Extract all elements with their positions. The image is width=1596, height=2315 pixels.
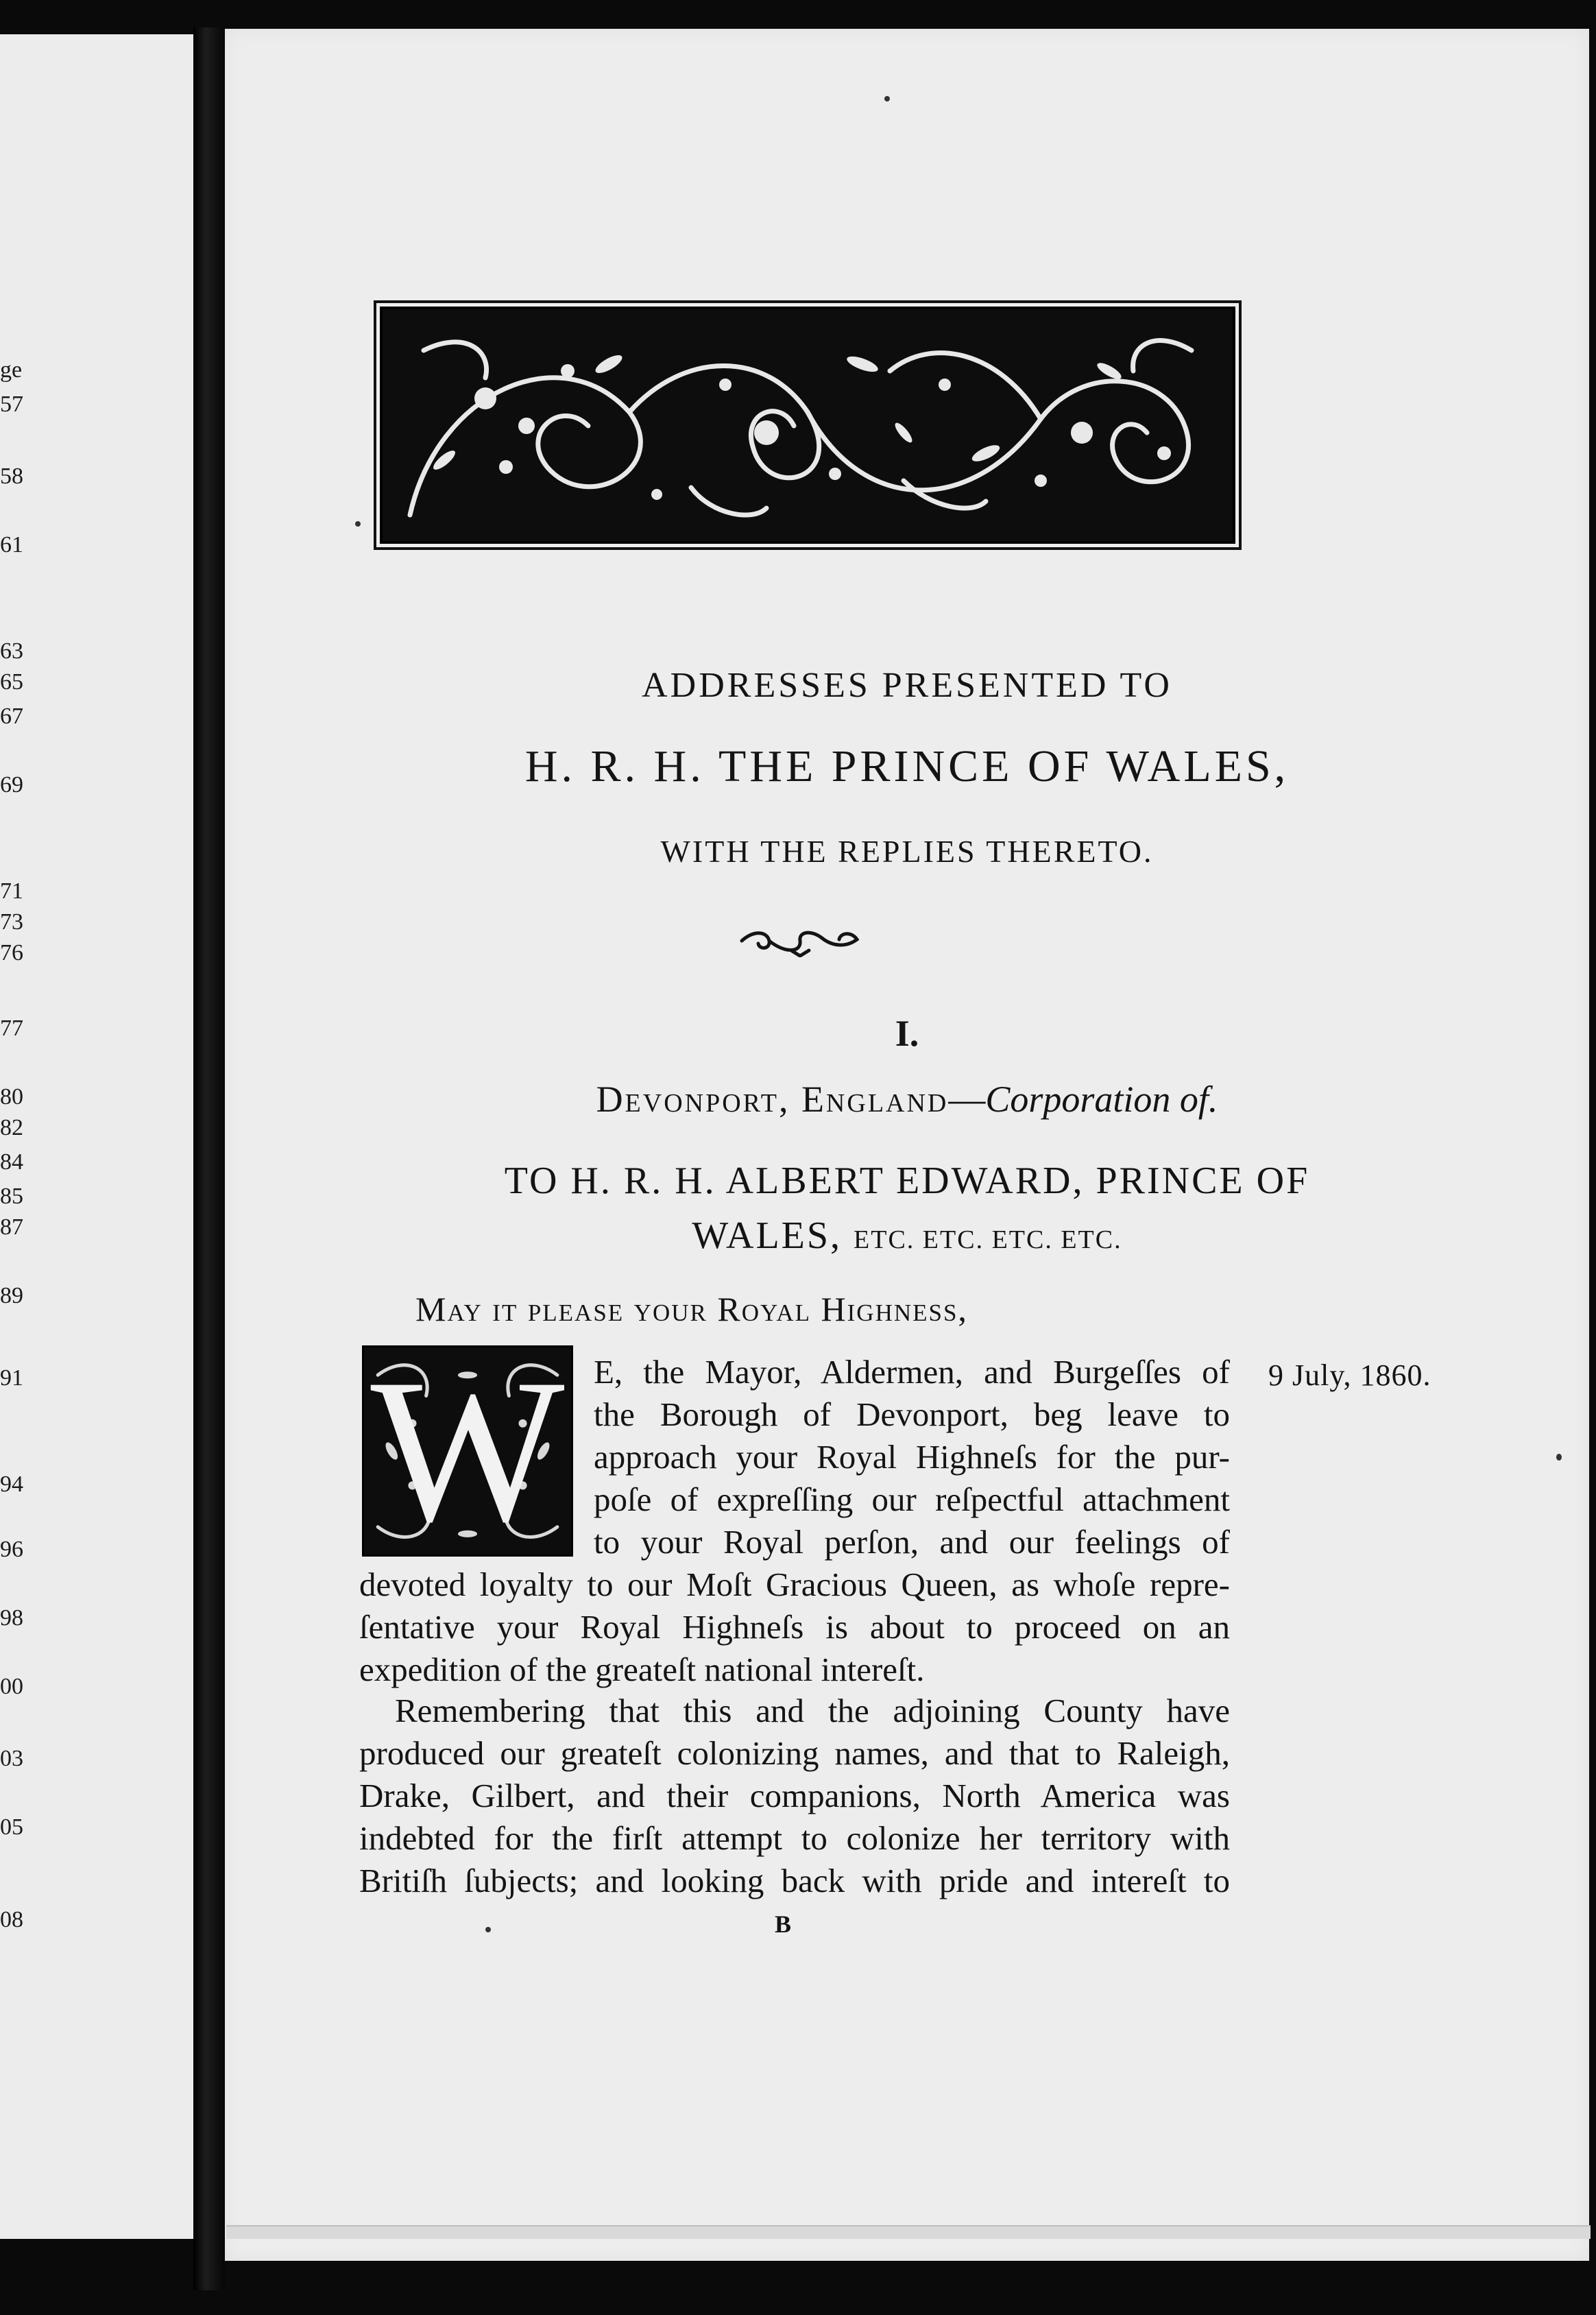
salutation: May it please your Royal Highness, — [415, 1290, 968, 1328]
page-number-fragment: 73 — [0, 909, 23, 935]
page-number-fragment: 91 — [0, 1365, 23, 1391]
print-speck — [884, 96, 890, 101]
page-number-fragment: 98 — [0, 1605, 23, 1631]
page-number-fragment: 05 — [0, 1814, 23, 1840]
drop-cap-letter: W — [370, 1336, 565, 1564]
addressee-main: WALES, — [692, 1214, 843, 1257]
margin-date-note: 9 July, 1860. — [1268, 1358, 1431, 1392]
signature-mark: B — [775, 1910, 792, 1938]
addressee-line-1: TO H. R. H. ALBERT EDWARD, PRINCE OF — [504, 1160, 1310, 1202]
page-number-fragment: 85 — [0, 1184, 23, 1209]
body-line: Remembering that this and the adjoining County have — [395, 1692, 1230, 1729]
facing-page — [0, 34, 193, 2239]
page-edge — [226, 2225, 1591, 2239]
section-number: I. — [895, 1013, 919, 1054]
addressee-etc: ETC. ETC. ETC. ETC. — [854, 1225, 1122, 1254]
body-line: expedition of the greateſt national intereſt. — [359, 1651, 925, 1688]
print-speck — [355, 521, 361, 527]
body-line: indebted for the firſt attempt to colonize her territory with — [359, 1819, 1230, 1857]
page-number-fragment: 57 — [0, 392, 23, 417]
section-body: Corporation of. — [985, 1079, 1218, 1120]
page-number-fragment: 96 — [0, 1537, 23, 1562]
page-number-fragment: 58 — [0, 464, 23, 489]
section-heading — [225, 1078, 1589, 1120]
page-number-fragment: 61 — [0, 532, 23, 557]
page-number-fragment: 03 — [0, 1746, 23, 1771]
title-line-1: ADDRESSES PRESENTED TO — [642, 666, 1172, 705]
body-line: approach your Royal Highneſs for the pur- — [594, 1438, 1230, 1476]
page-number-fragment: 89 — [0, 1283, 23, 1308]
body-line: poſe of expreſſing our reſpectful attachment — [594, 1480, 1230, 1518]
page-number-fragment: 69 — [0, 772, 23, 797]
body-line: E, the Mayor, Aldermen, and Burgeſſes of — [594, 1353, 1230, 1391]
page-number-fragment: 94 — [0, 1472, 23, 1497]
page-number-fragment: 65 — [0, 669, 23, 695]
page-number-fragment: ge — [0, 357, 23, 383]
ornamental-initial-w-icon — [362, 1336, 573, 1564]
floral-scroll-ornament-icon — [380, 307, 1235, 544]
body-line: ſentative your Royal Highneſs is about to proceed on an — [359, 1608, 1230, 1646]
page-number-fragment: 67 — [0, 704, 23, 729]
body-line: produced our greateſt colonizing names, and that to Raleigh, — [359, 1734, 1230, 1772]
print-speck — [1556, 1454, 1562, 1461]
title-line-2: H. R. H. THE PRINCE OF WALES, — [524, 741, 1290, 791]
page-number-fragment: 80 — [0, 1084, 23, 1109]
page-number-fragment: 00 — [0, 1674, 23, 1699]
fleuron-ornament-icon — [736, 926, 864, 957]
page-number-fragment: 84 — [0, 1149, 23, 1175]
page-number-fragment: 71 — [0, 878, 23, 904]
print-speck — [485, 1927, 491, 1932]
section-place: Devonport, England — [596, 1079, 949, 1120]
page-number-fragment: 77 — [0, 1016, 23, 1041]
page-number-fragment: 76 — [0, 940, 23, 965]
addressee-line-2 — [225, 1214, 1589, 1258]
section-dash: — — [948, 1079, 986, 1120]
page-number-fragment: 82 — [0, 1115, 23, 1140]
body-line: to your Royal perſon, and our feelings of — [594, 1523, 1230, 1561]
book-spine-gutter — [193, 27, 225, 2290]
page-number-fragment: 87 — [0, 1214, 23, 1240]
page-number-fragment: 08 — [0, 1907, 23, 1932]
body-line: Britiſh ſubjects; and looking back with pride and intereſt to — [359, 1862, 1230, 1899]
body-line: Drake, Gilbert, and their companions, North America was — [359, 1777, 1230, 1814]
body-line: devoted loyalty to our Moſt Gracious Queen, as whoſe repre- — [359, 1566, 1230, 1603]
body-line: the Borough of Devonport, beg leave to — [594, 1395, 1230, 1433]
title-line-3: WITH THE REPLIES THERETO. — [660, 834, 1154, 869]
page-number-fragment: 63 — [0, 638, 23, 664]
